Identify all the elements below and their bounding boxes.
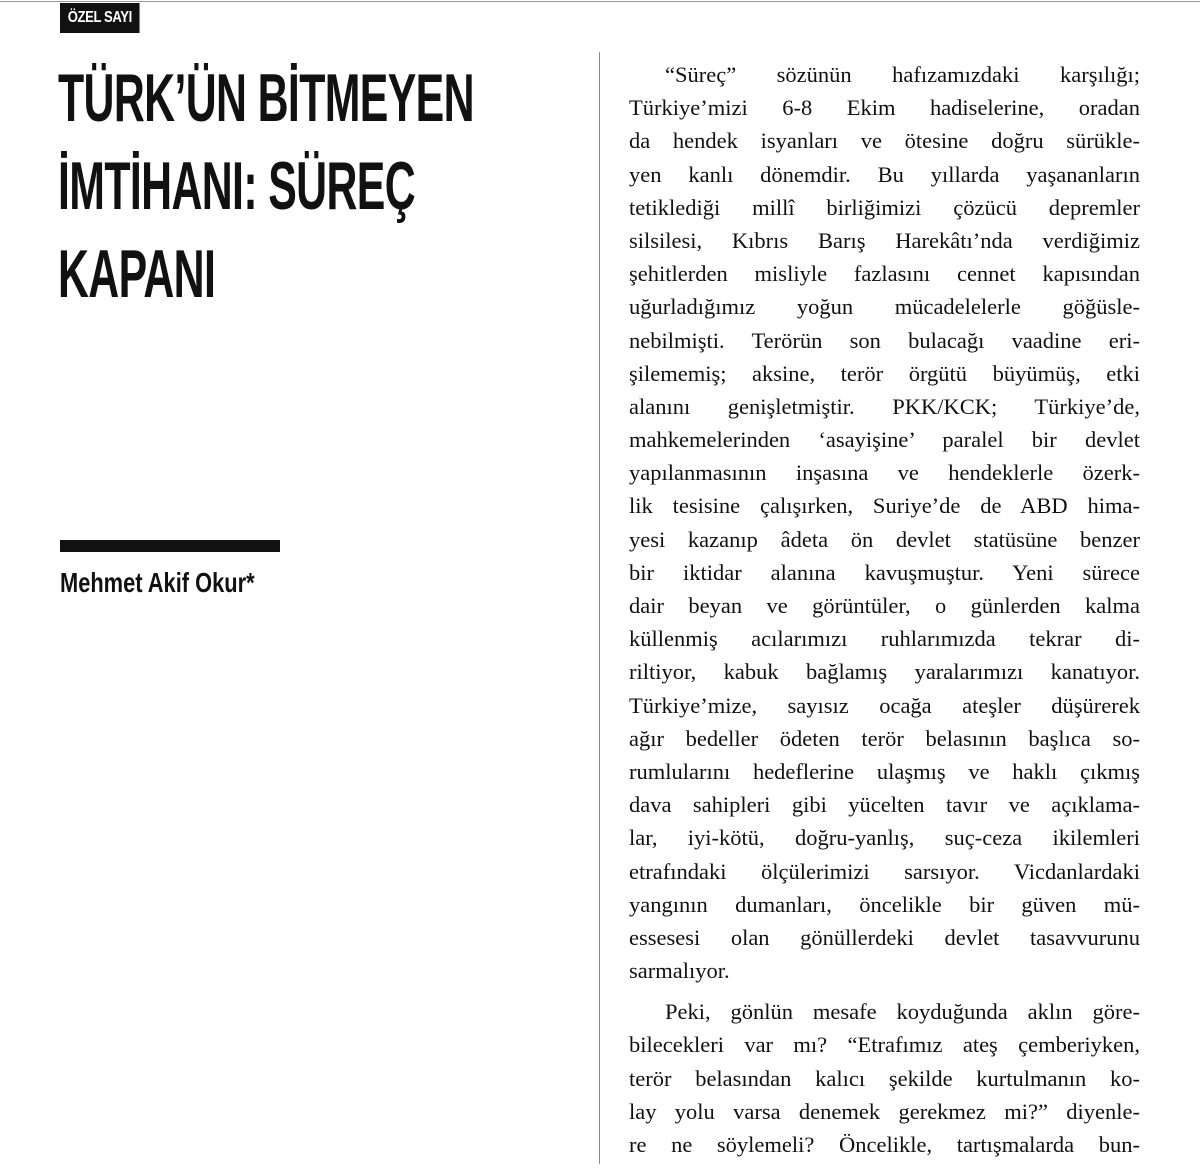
text-line: essesesi olan gönüllerdeki devlet tasavvurunu bbox=[629, 924, 1140, 950]
text-line: Türkiye’mizi 6-8 Ekim hadiselerine, oradan bbox=[629, 95, 1140, 121]
text-line: bir iktidar alanına kavuşmuştur. Yeni sürece bbox=[629, 559, 1140, 585]
text-line: silsilesi, Kıbrıs Barış Harekâtı’nda verdiğimiz bbox=[629, 227, 1140, 253]
text-line: lik tesisine çalışırken, Suriye’de de ABD hima- bbox=[629, 493, 1140, 519]
text-line: ağır bedeller ödeten terör belasının başlıca so- bbox=[629, 725, 1140, 751]
author-divider-bar bbox=[60, 540, 280, 552]
text-line: küllenmiş acılarımızı ruhlarımızda tekrar di- bbox=[629, 626, 1140, 652]
text-line: lay yolu varsa denemek gerekmez mi?” diyenle- bbox=[629, 1098, 1140, 1124]
text-line: rumlularını hedeflerine ulaşmış ve haklı çıkmış bbox=[629, 758, 1140, 784]
text-line: şehitlerden misliyle fazlasını cennet kapısından bbox=[629, 261, 1140, 287]
text-line: dava sahipleri gibi yücelten tavır ve açıklama- bbox=[629, 792, 1140, 818]
paragraph bbox=[629, 995, 1140, 1161]
text-line: re ne söylemeli? Öncelikle, tartışmalarda bun- bbox=[629, 1132, 1140, 1157]
text-line: lar, iyi-kötü, doğru-yanlış, suç-ceza ikilemleri bbox=[629, 825, 1140, 851]
title-line: TÜRK’ÜN BİTMEYEN bbox=[58, 60, 474, 136]
article-title bbox=[58, 54, 512, 318]
text-line: riltiyor, kabuk bağlamış yaralarımızı kanatıyor. bbox=[629, 659, 1140, 685]
title-line: KAPANI bbox=[58, 236, 216, 312]
text-line: terör belasından kalıcı şekilde kurtulmanın ko- bbox=[629, 1065, 1140, 1091]
title-line: İMTİHANI: SÜREÇ bbox=[58, 148, 416, 224]
text-line: alanını genişletmiştir. PKK/KCK; Türkiye’de, bbox=[629, 393, 1140, 419]
text-line: etrafındaki ölçülerimizi sarsıyor. Vicdanlardaki bbox=[629, 858, 1140, 884]
text-line: yen kanlı dönemdir. Bu yıllarda yaşananların bbox=[629, 161, 1140, 187]
text-line: sarmalıyor. bbox=[629, 958, 730, 984]
text-line: uğurladığımız yoğun mücadelelerle göğüsle- bbox=[629, 294, 1140, 320]
text-line: şilememiş; aksine, terör örgütü büyümüş, etki bbox=[629, 360, 1140, 386]
text-line: Türkiye’mize, sayısız ocağa ateşler düşürerek bbox=[629, 692, 1140, 718]
text-line: mahkemelerinden ‘asayişine’ paralel bir devlet bbox=[629, 427, 1140, 453]
section-badge: ÖZEL SAYI bbox=[60, 3, 140, 33]
text-line: yesi kazanıp âdeta ön devlet statüsüne benzer bbox=[629, 526, 1140, 552]
column-divider bbox=[599, 52, 600, 1164]
text-line: “Süreç” sözünün hafızamızdaki karşılığı; bbox=[665, 62, 1140, 87]
text-line: nebilmişti. Terörün son bulacağı vaadine eri- bbox=[629, 327, 1140, 353]
text-line: yangının dumanları, öncelikle bir güven mü- bbox=[629, 891, 1140, 917]
top-rule bbox=[0, 1, 1200, 2]
text-line: tetiklediği millî birliğimizi çözücü depremler bbox=[629, 194, 1140, 220]
text-line: yapılanmasının inşasına ve hendeklerle özerk- bbox=[629, 460, 1140, 486]
text-line: bilecekleri var mı? “Etrafımız ateş çemberiyken, bbox=[629, 1032, 1140, 1058]
text-line: dair beyan ve görüntüler, o günlerden kalma bbox=[629, 593, 1140, 618]
paragraph bbox=[629, 58, 1140, 987]
text-line: Peki, gönlün mesafe koyduğunda aklın göre- bbox=[665, 999, 1140, 1025]
author-name: Mehmet Akif Okur* bbox=[60, 567, 255, 598]
text-line: da hendek isyanları ve ötesine doğru sürükle- bbox=[629, 128, 1140, 154]
article-body bbox=[629, 58, 1140, 1169]
